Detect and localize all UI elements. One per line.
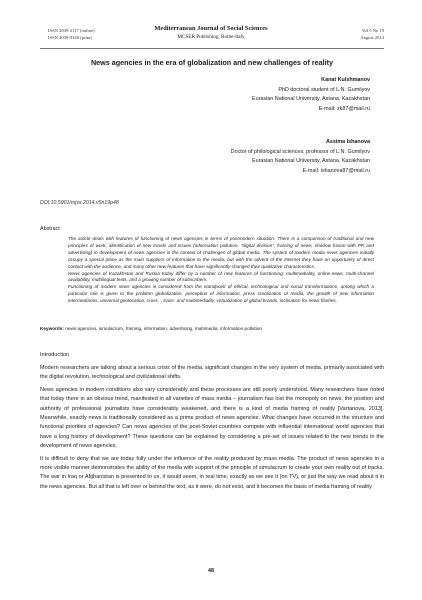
author-role: Doctor of philological sciences, professor of L.N. Gumilyov: [230, 148, 370, 155]
body-paragraph: Modern researchers are talking about a serious crisis of the media, significant changes in the very system of media, primarily associated with the digital revolution, technological and civilizational shifts.: [40, 365, 384, 381]
header-volume: [360, 27, 384, 41]
author-affiliation: Eurasian National University, Astana, Kazakhstan: [252, 96, 370, 103]
header-journal-block: [120, 25, 302, 41]
abstract-body: [68, 236, 374, 305]
issn-online: ISSN 2039-2117 (online): [48, 28, 95, 33]
author-email: E-mail: ishanova87@mail.ru: [302, 167, 370, 174]
doi: DOI:10.5901/mjss.2014.v5n19p48: [40, 200, 119, 206]
publisher: MCSER Publishing, Rome-Italy: [177, 34, 245, 40]
section-heading-introduction: Introduction: [40, 352, 70, 358]
abstract-paragraph: The article deals with features of functioning of news agencies in terms of postmodern situation. There is a comparison of traditional and new principles of work, identification of new trends and issues (information pollution, "digital division", framing of news, shadow fusion with PR and advertising) in development of news agencies in the context of challenges of global media. The system of modern media news agencies initially occupy a special place as the main suppliers of information to the media, but with the advent of the Internet they have an opportunity of direct contact with the audience, and many other new features that have significantly changed their qualitative characteristics.: [68, 236, 374, 269]
page-number: 48: [208, 568, 214, 574]
author-affiliation: Eurasian National University, Astana, Kazakhstan: [252, 158, 370, 165]
body-paragraph: It is difficult to deny that we are today fully under the influence of the reality produced by mass media. The product of news agencies in a more visible manner demonstrates the ability of the media with support of the principle of simulacrum to create your own reality out of tracks. The war in Iraq or Afghanistan is presented to us, it would seem, in real time, exactly as we see it (on TV), or just the way we read about it in the news agencies. But all that is left over or behind the text, as it were, do not exist, and it becomes the basis of media framing of reality.: [40, 455, 384, 490]
author-name: Assima Ishanova: [325, 139, 370, 145]
author-name: Kanat Kulshmanov: [321, 77, 370, 83]
header-divider: [40, 48, 384, 49]
issn-print: ISSN 2039-9340 (print): [48, 35, 92, 40]
keywords-label: Keywords:: [40, 326, 64, 331]
article-title: News agencies in the era of globalization and new challenges of reality: [90, 58, 334, 67]
author-email: E-mail: zk87@mail.ru: [318, 105, 370, 112]
keywords: [40, 326, 384, 331]
abstract-paragraph: News agencies of Kazakhstan and Russia today differ by a number of new features of functioning: multimediality, online-news, multi-channel availability, multilingual texts, and a growing number of subscribers.: [68, 270, 374, 283]
abstract-paragraph: Functioning of modern news agencies is considered from the standpoint of ethical, technological and social transformations, among which a particular role is given to the problem globalization, perception of information, press creolization of media, the growth of new information intermediaries, universal geolocation, cross -, trans- and multimediality, virtualization of global brands, inclination for news flashes.: [68, 284, 374, 304]
body-paragraph: News agencies in modern conditions also vary considerably and these processes are still poorly understood. Many researchers have noted that today there in an obvious trend, manifested in all varieties of mass media – journalism has lost the monopoly on news, the position and authority of professional journalists have considerably weakened, and there is a kind of media framing of reality [Vartanova, 2013]. Meanwhile, exactly news is traditionally considered as a prime product of news agencies. What changes have occurred in the structure and functional priorities of agencies? Can news agencies of the post-Soviet countries compete with influential international world agencies that have a long history of development? These questions can be explained by considering a pre-set of issues related to the new trends in the development of news agencies.: [40, 387, 384, 449]
introduction-body: [40, 364, 384, 495]
volume: Vol 5 No 19: [361, 28, 384, 33]
abstract-label: Abstract: [40, 226, 60, 232]
author-block-2: [231, 138, 370, 176]
journal-name: Mediterranean Journal of Social Sciences: [154, 25, 268, 32]
keywords-text: news agencies, simulacrum, framing, information, advertising, multimedia, information pollution: [65, 326, 262, 331]
issue-date: August 2014: [360, 35, 384, 40]
author-block-1: [252, 76, 370, 114]
header-issn: [48, 27, 95, 41]
author-role: PhD doctoral student of L.N. Gumilyov: [278, 86, 370, 93]
